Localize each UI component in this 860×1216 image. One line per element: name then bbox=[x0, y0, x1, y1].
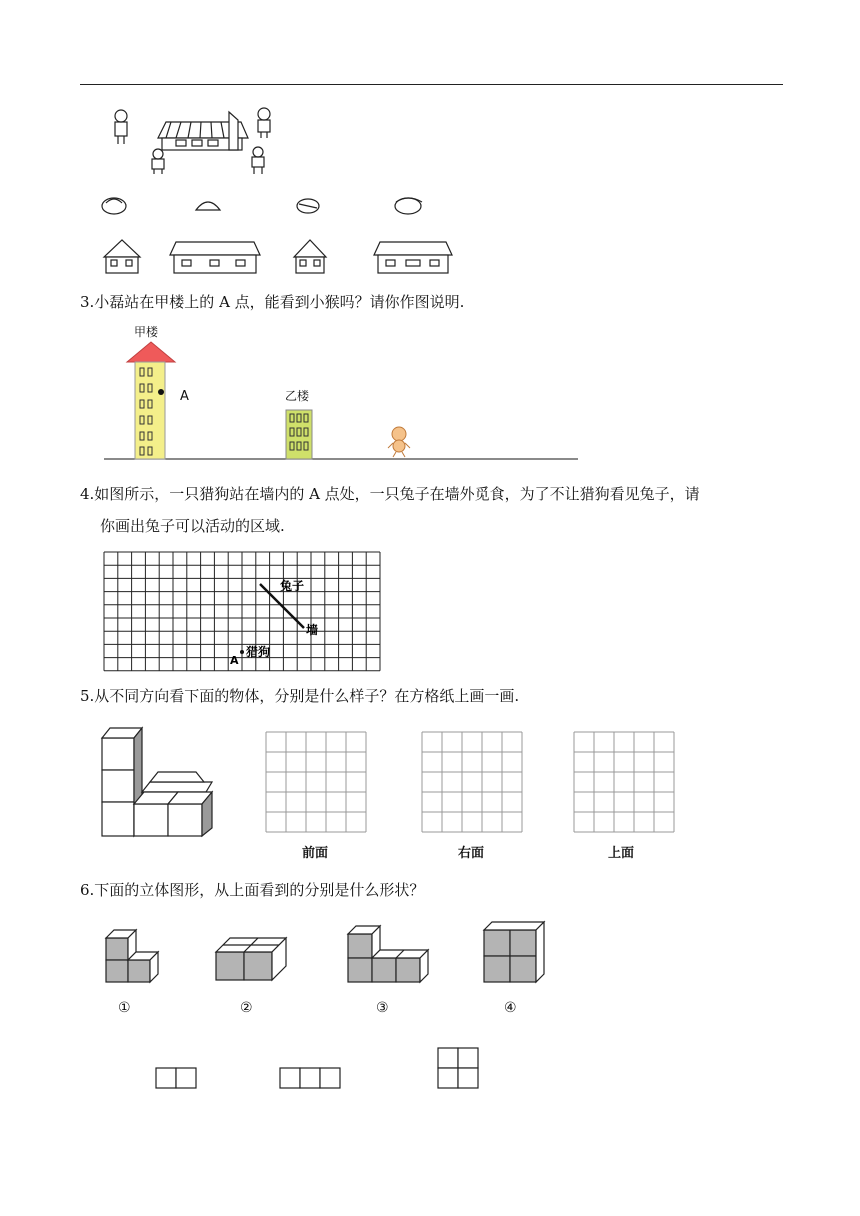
monkey-drawing bbox=[388, 427, 410, 457]
dog-point-dot bbox=[240, 650, 244, 654]
houses-row bbox=[104, 240, 452, 273]
question-4-line1: 4.如图所示，一只猎狗站在墙内的 A 点处，一只兔子在墙外觅食，为了不让猎狗看见兔子，请 bbox=[80, 485, 700, 503]
solid-3 bbox=[348, 926, 428, 982]
point-a-dot bbox=[158, 389, 164, 395]
label-point-a: A bbox=[180, 389, 189, 404]
label-dog-a: A bbox=[230, 654, 239, 667]
kid-drawing-4 bbox=[252, 147, 264, 174]
header-rule bbox=[80, 84, 783, 85]
cube-stack-figure bbox=[100, 724, 214, 840]
label-wall: 墙 bbox=[306, 623, 319, 637]
label-building-jia: 甲楼 bbox=[134, 325, 159, 339]
solid-label-2: ② bbox=[240, 1000, 253, 1016]
solids-figure bbox=[100, 916, 552, 1100]
central-house-drawing bbox=[158, 112, 248, 150]
solid-label-3: ③ bbox=[376, 1000, 389, 1016]
grid-label-right: 右面 bbox=[458, 846, 485, 861]
solid-label-1: ① bbox=[118, 1000, 131, 1016]
kid-drawing-2 bbox=[258, 108, 270, 138]
top-views bbox=[156, 1048, 478, 1088]
grid-right bbox=[420, 730, 524, 834]
label-rabbit: 兔子 bbox=[280, 579, 305, 593]
building-jia bbox=[127, 342, 175, 459]
observation-figure bbox=[96, 100, 456, 280]
heads-row bbox=[102, 198, 422, 214]
solid-2 bbox=[216, 938, 286, 980]
buildings-figure bbox=[96, 322, 580, 468]
solid-4 bbox=[484, 922, 544, 982]
wall-grid-figure bbox=[100, 548, 384, 674]
kid-drawing-3 bbox=[152, 149, 164, 174]
question-3-text: 3.小磊站在甲楼上的 A 点，能看到小猴吗？请你作图说明. bbox=[80, 293, 465, 311]
solid-label-4: ④ bbox=[504, 1000, 517, 1016]
question-6-text: 6.下面的立体图形，从上面看到的分别是什么形状？ bbox=[80, 881, 425, 899]
grid-label-front: 前面 bbox=[302, 846, 329, 861]
grid-top bbox=[572, 730, 676, 834]
grid-label-top: 上面 bbox=[608, 846, 635, 861]
label-building-yi: 乙楼 bbox=[285, 389, 310, 403]
kid-drawing-1 bbox=[115, 110, 127, 144]
solid-1 bbox=[106, 930, 158, 982]
building-yi bbox=[286, 410, 312, 459]
grid-front bbox=[264, 730, 368, 834]
question-5-text: 5.从不同方向看下面的物体，分别是什么样子？在方格纸上画一画. bbox=[80, 687, 520, 705]
question-4-line2: 你画出兔子可以活动的区域. bbox=[100, 517, 285, 535]
label-dog: 猎狗 bbox=[246, 645, 271, 659]
